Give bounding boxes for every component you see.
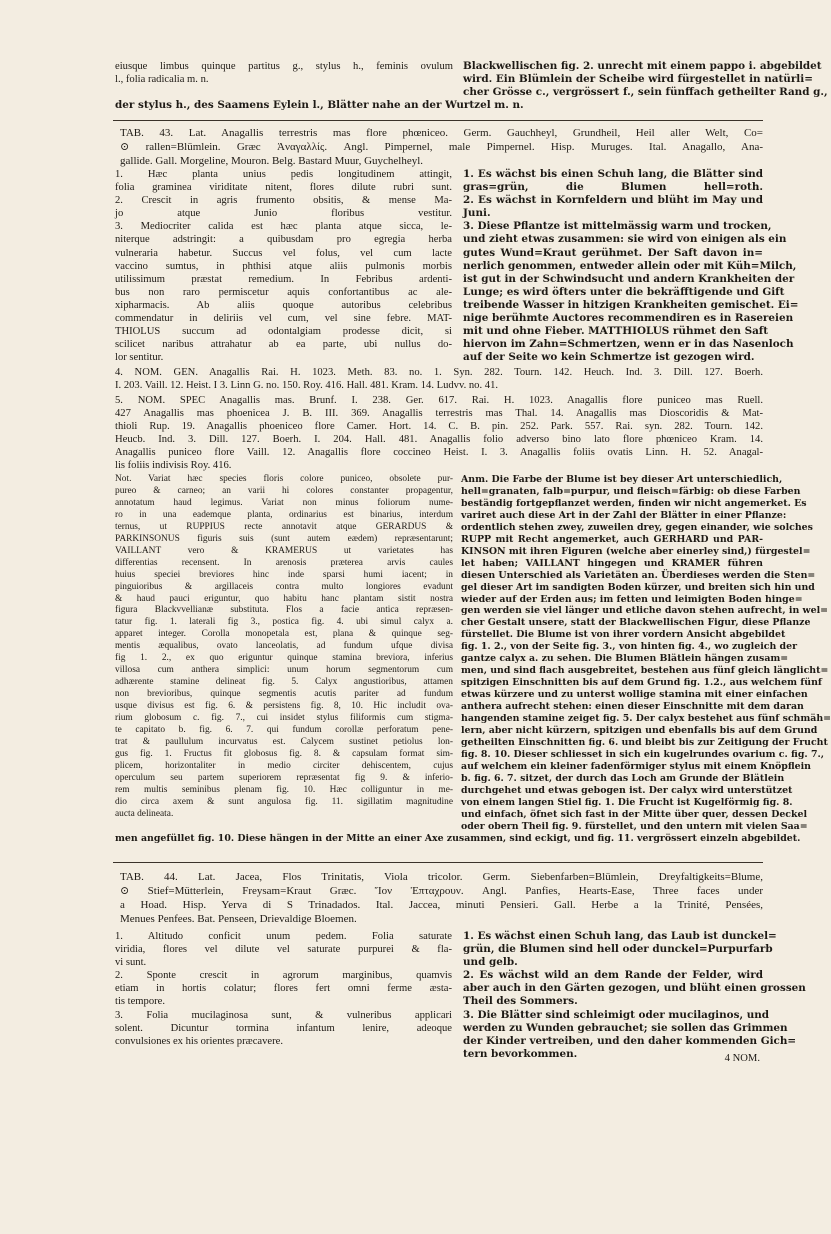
tab43-german-anmerkung-line: getheilten Einschnitten fig. 6. und bleibt bis zur Zeitigung der Frucht <box>461 736 828 748</box>
tab43-latin-nota-line: dio circa axem & sunt angulosa fig. 11. sigillatim magnitudine <box>115 796 453 807</box>
tab43-latin-nota <box>115 474 453 821</box>
tab43-latin-nota-line: plicem, horizontaliter in medio circiter dehiscentem, cujus <box>115 760 453 771</box>
tab43-german-anmerkung-line: und einfach, öfnet sich fast in der Mitte über quer, dessen Deckel <box>461 808 808 820</box>
tab44-latin-text-line: viridia, flores vel dilute vel saturate purpurei & fla- <box>115 944 452 956</box>
tab44-latin-text-line: vi sunt. <box>115 957 147 969</box>
tab43-latin-text-line: 2. Crescit in agris frumento obsitis, & mense Ma- <box>115 195 452 207</box>
tab43-latin-text-line: niterque adstringit: a quibusdam pro egregia herba <box>115 234 452 246</box>
tab43-german-text-line: ist gut in der Schwindsucht und andern Krankheiten der <box>463 272 795 285</box>
tab43-german-text <box>463 168 799 364</box>
tab44-german-text-line: 2. Es wächst wild an dem Rande der Felder, wird <box>463 969 763 982</box>
tab43-latin-nota-line: operculum seu partem superiorem repræsentat fig 9. & inferio- <box>115 772 453 783</box>
tab43-latin-nota-line: te capitato b. fig. 6. 7. qui fundum corollæ perforatum pene- <box>115 725 453 736</box>
tab43-latin-text-line: THIOLUS succum ad odontalgiam prodesse dicit, si <box>115 326 452 338</box>
tab44-german-text-line: grün, die Blumen sind hell oder dunckel=Purpurfarb <box>463 943 773 956</box>
tab43-latin-nota-line: apparet integer. Corolla monopetala est, plana & quinque seg- <box>115 629 453 640</box>
tab43-nomen-genericum <box>115 366 763 392</box>
tab43-latin-nota-line: & haud pauci eriguntur, quo habitu hanc plantam sistit nostra <box>115 593 453 604</box>
top-german-continuation-line: wird. Ein Blümlein der Scheibe wird fürgestellet in natürli= <box>463 73 813 86</box>
tab43-nomen-genericum-line: 4. NOM. GEN. Anagallis Rai. H. 1023. Meth. 83. no. 1. Syn. 282. Tourn. 142. Heuch. Ind. 3. Dill. 127. Boerh. <box>115 367 763 378</box>
tab43-german-anmerkung-line: lern, aber nicht kürzern, spitzigen und ebenfalls bis auf dem Grund <box>461 725 818 737</box>
tab44-latin-text-line: etiam in hortis colatur; flores fert omni ferme æsta- <box>115 983 452 995</box>
tab43-german-text-line: Lunge; es wird öfters unter die bekräfftigende und Gift <box>463 285 785 298</box>
tab43-latin-nota-line: annotatum haud legimus. Variat non minus foliorum nume- <box>115 497 453 508</box>
tab44-latin-text-line: 3. Folia mucilaginosa sunt, & vulneribus applicari <box>115 1009 452 1021</box>
tab43-latin-nota-line: fig 1. 2., ex quo eriguntur quinque stamina breviora, inferius <box>115 653 453 664</box>
tab44-german-text-line: und gelb. <box>463 956 518 969</box>
top-german-continuation-line: Blackwellischen fig. 2. unrecht mit einem pappo i. abgebildet <box>463 60 822 72</box>
tab43-latin-nota-line: usque divisus est fig. 6. & persistens fig. 8, 10. Hic includit ova- <box>115 701 453 712</box>
tab43-german-text-line: nige berühmte Auctores recommendiren es in Rasereien <box>463 312 794 325</box>
tab43-latin-nota-line: differentias recensent. In arenosis præterea arvis caules <box>115 557 453 568</box>
tab43-german-anmerkung-line: diesen Unterschied als Varietäten an. Überdieses werden die Sten= <box>461 569 816 581</box>
tab43-latin-text-line: 1. Hæc planta unius pedis longitudinem attingit, <box>115 169 452 180</box>
tab43-german-anmerkung-line: spitzigen Einschnitten bis auf dem Grund fig. 1.2., aus welchem fünf <box>461 677 822 689</box>
tab43-latin-text-line: scilicet naribus attrahatur ab ea parte, ubi nullus do- <box>115 339 452 351</box>
tab43-latin-nota-line: tatur fig. 1. laterali fig 3., postica fig. 4. ubi simul calyx a. <box>115 617 453 628</box>
tab43-latin-nota-line: Not. Variat hæc species floris colore puniceo, obsolete pur- <box>115 474 453 484</box>
tab43-german-anmerkung-line: hangenden stamine zeiget fig. 5. Der calyx bestehet aus fünf schmäh= <box>461 713 831 725</box>
tab44-heading <box>120 870 763 926</box>
tab43-latin-nota-line: adhærente stamine delineat fig. 5. Calyx angustioribus, attamen <box>115 677 453 688</box>
tab43-german-anmerkung-line: hell=granaten, falb=purpur, und fleisch=färbig: ob diese Farben <box>461 485 801 497</box>
top-full-line <box>115 99 763 112</box>
tab43-german-anmerkung-line: Anm. Die Farbe der Blume ist bey dieser Art unterschiedlich, <box>461 474 783 485</box>
tab43-latin-nota-line: pureo & carneo; an varii hi colores constanter propagentur, <box>115 485 453 496</box>
tab43-latin-nota-line: non brevioribus, quinque segmentis acutis pariter ad fundum <box>115 689 453 700</box>
tab43-german-anmerkung-line: oder obern Theil fig. 9. fürstellet, und den untern mit vielen Saa= <box>461 820 808 832</box>
tab43-german-anmerkung <box>461 474 831 833</box>
tab43-latin-text-line: lor sentitur. <box>115 352 164 364</box>
tab43-latin-text <box>115 168 452 364</box>
tab43-german-anmerkung-line: ordentlich stehen zwey, zuweilen drey, gegen einander, wie solches <box>461 521 813 533</box>
tab43-german-text-line: gras=grün, die Blumen hell=roth. <box>463 181 763 194</box>
tab43-german-text-line: treibende Wasser in hitzigen Krankheiten gemischet. Ei= <box>463 298 799 311</box>
tab43-heading-line: gallide. Gall. Morgeline, Mouron. Belg. Bastard Muur, Guychelheyl. <box>120 155 424 167</box>
tab43-german-anmerkung-line: gen werden sie viel länger und etliche davon stehen aufrecht, in wel= <box>461 605 828 617</box>
top-german-continuation-line: cher Grösse c., vergrössert f., sein fünffach getheilter Rand g., <box>463 86 828 99</box>
tab43-german-text-line: auf der Seite wo kein Schmertze ist gezogen wird. <box>463 351 755 364</box>
section-divider <box>113 120 763 121</box>
tab43-latin-nota-line: gus fig. 1. Fructus fit globosus fig. 8. & capsulam format sim- <box>115 748 453 759</box>
tab43-latin-text-line: vulneraria habetur. Succus vel folus, vel cum lacte <box>115 247 452 259</box>
tab43-nomen-specificum-line: 427 Anagallis mas phoenicea J. B. III. 369. Anagallis terrestris mas Thal. 14. Anagallis mas Dioscoridis & Mat- <box>115 408 763 420</box>
top-latin-continuation-line: eiusque limbus quinque partitus g., stylus h., feminis ovulum <box>115 61 453 72</box>
tab43-german-anmerkung-line: durchgehet und etwas gebogen ist. Der calyx wird unterstützet <box>461 784 793 796</box>
tab43-german-anmerkung-line: cher Gestalt unsere, statt der Blackwellischen Figur, diese Pflanze <box>461 617 811 629</box>
top-full-text: der stylus h., des Saamens Eylein l., Blätter nahe an der Wurtzel m. n. <box>115 99 524 111</box>
tab43-latin-text-line: 3. Mediocriter calida est hæc planta atque sicca, le- <box>115 221 452 233</box>
tab43-latin-nota-line: figura Blackvvellianæ substituta. Flos a facie antica repræsen- <box>115 605 453 616</box>
tab43-german-anmerkung-line: variret auch diese Art in der Zahl der Blätter in einer Pflanze: <box>461 509 787 521</box>
tab43-nomen-specificum-line: lis foliis indivisis Roy. 416. <box>115 460 232 472</box>
tab44-latin-text-line: 2. Sponte crescit in agrorum marginibus, quamvis <box>115 970 452 982</box>
tab43-german-text-line: 3. Diese Pflantze ist mittelmässig warm und trocken, <box>463 220 772 233</box>
tab43-latin-text-line: commendatur in deliriis vel cum, vel sine febre. MAT- <box>115 313 452 325</box>
tab43-latin-text-line: folia graminea viriditate nitent, flores dilute rubri sunt. <box>115 182 452 194</box>
tab43-german-text-line: hiervon im Zahn=Schmertzen, wenn er in das Nasenloch <box>463 338 794 351</box>
tab43-latin-nota-line: PARKINSONUS figuris suis (sunt autem eædem) repræsentarunt; <box>115 533 453 544</box>
tab44-german-text-line: werden zu Wunden gebrauchet; sie sollen das Grimmen <box>463 1021 788 1034</box>
top-latin-continuation-line: l., folia radicalia m. n. <box>115 74 209 86</box>
tab44-german-text-line: Theil des Sommers. <box>463 995 578 1008</box>
tab43-german-text-line: gutes Wund=Kraut gerühmet. Der Saft davon in= <box>463 246 763 259</box>
tab43-german-anmerkung-line: auf welchem ein kleiner fadenförmiger stylus mit einem Knöpflein <box>461 760 811 772</box>
tab43-german-anmerkung-line: fürstellet. Die Blume ist von ihrer vordern Ansicht abgebildet <box>461 629 786 641</box>
tab43-german-text-line: mit und ohne Fieber. MATTHIOLUS rühmet den Saft <box>463 325 769 338</box>
tab43-nomen-genericum-line: I. 203. Vaill. 12. Heist. I 3. Linn G. no. 150. Roy. 416. Hall. 481. Kram. 14. Ludvv. no. 41. <box>115 380 499 392</box>
tab43-latin-text-line: jo atque Junio floribus vestitur. <box>115 208 452 220</box>
tab43-nomen-specificum-line: thioli Rup. 19. Anagallis phoeniceo flore Camer. Hort. 14. C. B. pin. 252. Park. 557. Rai. syn. 282. Tourn. 142. <box>115 421 763 433</box>
tab44-heading-line: ⊙ Stief=Mütterlein, Freysam=Kraut Græc. Ἴον Ἐπταχρουν. Angl. Panfies, Hearts-Ease, Three faces under <box>120 885 763 897</box>
tab43-latin-text-line: bus non raro permiscetur aquis confortantibus ac ale- <box>115 286 452 298</box>
tab43-latin-nota-line: trat & paullulum incurvatus est. Calycem sustinet petiolus lon- <box>115 736 453 747</box>
tab43-last-text: men angefüllet fig. 10. Diese hängen in der Mitte an einer Axe zusammen, sind eckigt, und fig. 11. vergrössert einzeln abgebildet. <box>115 833 801 844</box>
tab44-heading-line: TAB. 44. Lat. Jacea, Flos Trinitatis, Viola tricolor. Germ. Siebenfarben=Blümlein, Dreyfaltigkeits=Blume, <box>120 871 763 883</box>
tab43-latin-text-line: xipharmacis. Ab aliis quoque autoribus celebribus <box>115 299 452 311</box>
top-german-continuation <box>463 60 828 99</box>
tab43-german-anmerkung-line: KINSON mit ihren Figuren (welche aber einerley sind,) fürgestel= <box>461 545 811 557</box>
tab44-german-text-line: 1. Es wächst einen Schuh lang, das Laub ist dunckel= <box>463 930 777 942</box>
tab44-latin-text <box>115 930 452 1048</box>
tab43-german-anmerkung-line: etwas kürzere und zu unterst wollige stamina mit einer einfachen <box>461 689 808 701</box>
tab44-german-text-line: 3. Die Blätter sind schleimigt oder mucilaginos, und <box>463 1008 770 1021</box>
tab44-german-text-line: tern bevorkommen. <box>463 1047 578 1060</box>
tab43-latin-nota-line: ro in una eademque planta, ordinarius est binarius, interdum <box>115 509 453 520</box>
tab44-latin-text-line: tis tempore. <box>115 996 166 1008</box>
tab43-german-anmerkung-line: RUPP mit Recht angemerket, auch GERHARD und PAR- <box>461 533 763 545</box>
tab43-nomen-specificum-line: Anagallis puniceo flore Vaill. 12. Anagallis flore coccineo Heist. I. 3. Anagallis foliis ovatis Linn. H. 52. Anagal- <box>115 447 763 459</box>
tab43-heading <box>120 126 763 168</box>
tab43-latin-text-line: utilissimum præstat remedium. In Febribus ardenti- <box>115 273 452 285</box>
tab43-nomen-specificum-line: Heucb. Ind. 3. Dill. 127. Boerh. I. 204. Hall. 481. Anagallis folio adverso bino lato flore phœniceo Kram. 14. <box>115 434 763 446</box>
tab43-german-text-line: und zieht etwas zusammen: sie wird von einigen als ein <box>463 233 787 246</box>
tab44-latin-text-line: 1. Altitudo conficit unum pedem. Folia saturate <box>115 931 452 942</box>
tab43-german-anmerkung-line: gantze calyx a. zu sehen. Die Blumen Blätlein hängen zusam= <box>461 653 789 665</box>
tab43-latin-nota-line: rium globosum c. fig. 7., cui insidet stylus filiformis cum stigma- <box>115 713 453 724</box>
tab43-latin-nota-line: VAILLANT vero & KRAMERUS ut varietates has <box>115 545 453 556</box>
tab44-german-text <box>463 930 806 1061</box>
tab43-latin-nota-line: ternus, ut RUPPIUS recte annotavit atque GERARDUS & <box>115 521 453 532</box>
tab43-german-anmerkung-line: men, und sind flach ausgebreitet, bestehen aus fünf gleich länglicht= <box>461 665 829 677</box>
section-divider <box>113 862 763 863</box>
tab43-latin-nota-line: aucta delineata. <box>115 808 174 819</box>
tab43-german-text-line: 1. Es wächst bis einen Schuh lang, die Blätter sind <box>463 168 763 180</box>
tab43-german-text-line: 2. Es wächst in Kornfeldern und blüht im May und <box>463 194 763 207</box>
tab43-heading-line: TAB. 43. Lat. Anagallis terrestris mas flore phœniceo. Germ. Gauchheyl, Grundheil, Heil aller Welt, Co= <box>120 127 763 139</box>
tab43-german-anmerkung-line: gel dieser Art im sandigten Boden kürzer, und breiten sich hin und <box>461 581 815 593</box>
tab43-german-anmerkung-line: b. fig. 6. 7. sitzet, der durch das Loch am Grunde der Blätlein <box>461 772 785 784</box>
tab43-german-anmerkung-line: fig. 8. 10. Dieser schliesset in sich ein kugelrundes ovarium c. fig. 7., <box>461 748 824 760</box>
tab44-heading-line: Menues Penfees. Bat. Penseen, Drievaldige Bloemen. <box>120 913 357 925</box>
tab43-latin-nota-line: mentis æqualibus, ovato lanceolatis, ad fundum ufque divisa <box>115 641 453 652</box>
tab43-german-anmerkung-line: anthera aufrecht stehen: einen dieser Einschnitte mit dem daran <box>461 701 804 713</box>
tab43-nomen-specificum <box>115 394 763 473</box>
tab43-german-anmerkung-line: von einem langen Stiel fig. 1. Die Frucht ist Kugelförmig fig. 8. <box>461 796 793 808</box>
tab43-latin-nota-line: rem multis seminibus plenam fig. 10. Hæc colliguntur in me- <box>115 784 453 795</box>
tab44-heading-line: a Hoad. Hisp. Yerva di S Trinadados. Ital. Jaccea, minuti Pensieri. Gall. Herbe a la Trinité, Pensées, <box>120 899 763 911</box>
tab43-german-anmerkung-line: let haben; VAILLANT hingegen und KRAMER führen <box>461 557 763 569</box>
tab43-german-anmerkung-line: fig. 1. 2., von der Seite fig. 3., von hinten fig. 4., wo zugleich der <box>461 641 798 653</box>
tab43-german-text-line: nerlich genommen, entweder allein oder mit Küh=Milch, <box>463 259 797 272</box>
tab43-latin-text-line: vaccino sumtus, in phthisi atque aliis pulmonis morbis <box>115 260 452 272</box>
tab44-german-text-line: der Kinder vertreiben, und den daher kommenden Gich= <box>463 1034 797 1047</box>
tab43-heading-line: ⊙ rallen=Blümlein. Græc Ἀναγαλλίς. Angl. Pimpernel, male Pimpernel. Hisp. Muruges. Ital. Anagallo, Ana- <box>120 141 763 153</box>
tab44-german-text-line: aber auch in den Gärten gezogen, und blüht einen grossen <box>463 982 806 995</box>
catchword: 4 NOM. <box>724 1053 760 1064</box>
tab44-latin-text-line: solent. Dicuntur tormina infantum lenire, adeoque <box>115 1022 452 1034</box>
tab43-latin-nota-line: pinguioribus & argillaceis contra multo longiores evadunt <box>115 581 453 592</box>
tab44-latin-text-line: convulsiones ex his orientes præcavere. <box>115 1035 283 1047</box>
tab43-latin-nota-line: villosa cum anthera simplici: unum horum segmentorum cum <box>115 665 453 676</box>
tab43-german-text-line: Juni. <box>463 207 491 220</box>
tab43-last-line <box>115 833 801 845</box>
tab43-german-anmerkung-line: wieder auf der Erden aus; im fetten und leimigten Boden hinge= <box>461 593 803 605</box>
top-latin-continuation <box>115 60 453 86</box>
tab43-latin-nota-line: huius speciei breviores hinc inde sparsi humi iacent; in <box>115 569 453 580</box>
tab43-nomen-specificum-line: 5. NOM. SPEC Anagallis mas. Brunf. I. 238. Ger. 617. Rai. H. 1023. Anagallis flore puniceo mas Ruell. <box>115 395 763 406</box>
tab43-german-anmerkung-line: beständig fortgepflanzet werden, finden wir nicht angemerket. Es <box>461 497 807 509</box>
